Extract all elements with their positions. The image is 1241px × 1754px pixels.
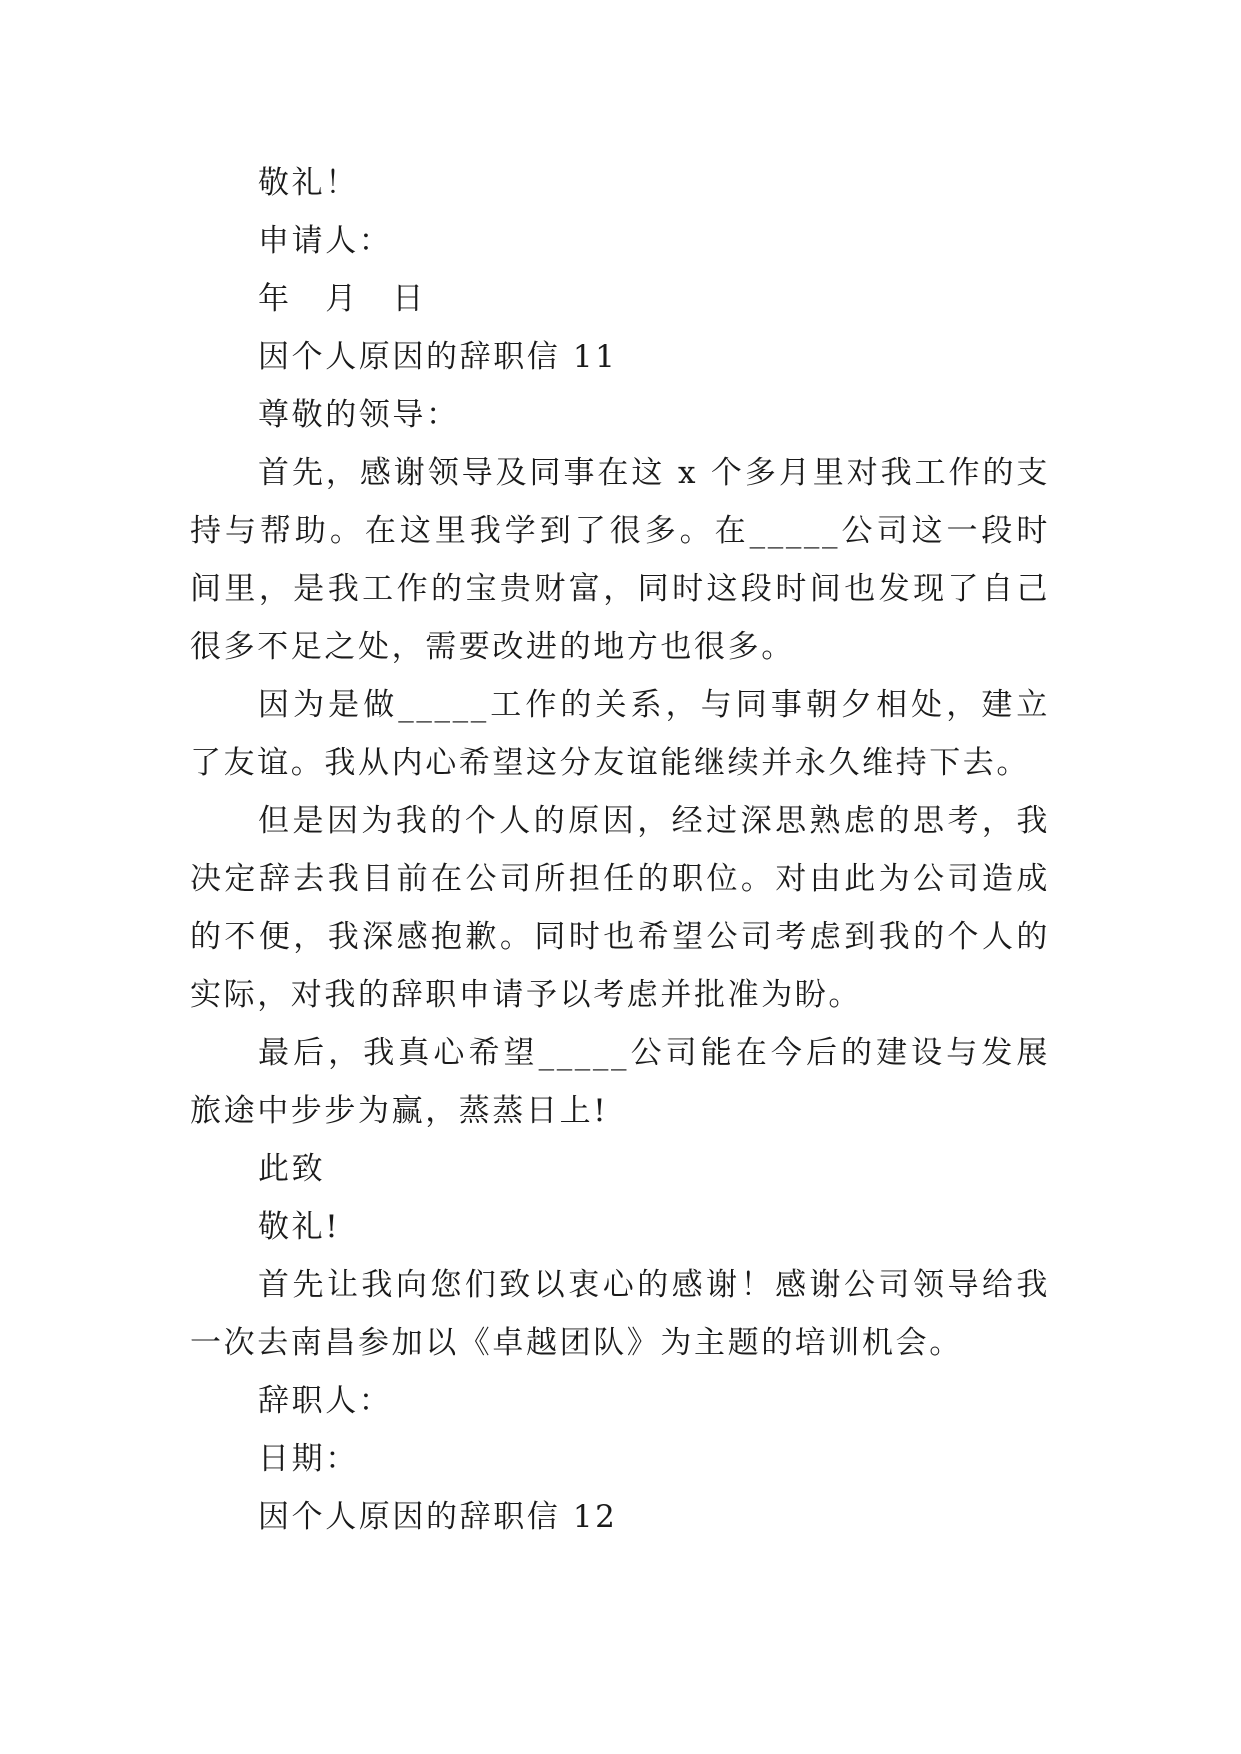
closing-line: 此致 [258, 1151, 326, 1187]
greeting-line: 尊敬的领导： [258, 397, 460, 433]
salutation-line: 敬礼！ [258, 165, 359, 201]
body-paragraph: 最后，我真心希望_____公司能在今后的建设与发展旅途中步步为赢，蒸蒸日上! [190, 1035, 1050, 1129]
applicant-line: 申请人： [258, 223, 393, 259]
date-label-line: 日期： [258, 1441, 359, 1477]
letter-body [190, 154, 1050, 1546]
body-paragraph: 因为是做_____工作的关系，与同事朝夕相处，建立了友谊。我从内心希望这分友谊能继续并永久维持下去。 [190, 687, 1050, 781]
body-paragraph: 但是因为我的个人的原因，经过深思熟虑的思考，我决定辞去我目前在公司所担任的职位。对由此为公司造成的不便，我深感抱歉。同时也希望公司考虑到我的个人的实际，对我的辞职申请予以考虑并批准为盼。 [190, 803, 1050, 1013]
date-line: 年 月 日 [258, 281, 426, 317]
body-paragraph: 首先让我向您们致以衷心的感谢！感谢公司领导给我一次去南昌参加以《卓越团队》为主题的培训机会。 [190, 1267, 1050, 1361]
letter-title: 因个人原因的辞职信 11 [258, 339, 618, 375]
body-paragraph: 首先，感谢领导及同事在这 x 个多月里对我工作的支持与帮助。在这里我学到了很多。在_____公司这一段时间里，是我工作的宝贵财富，同时这段时间也发现了自己很多不足之处，需要改进的地方也很多。 [190, 455, 1050, 665]
closing-line: 敬礼! [258, 1209, 341, 1245]
letter-title: 因个人原因的辞职信 12 [258, 1499, 618, 1535]
resigner-line: 辞职人： [258, 1383, 393, 1419]
